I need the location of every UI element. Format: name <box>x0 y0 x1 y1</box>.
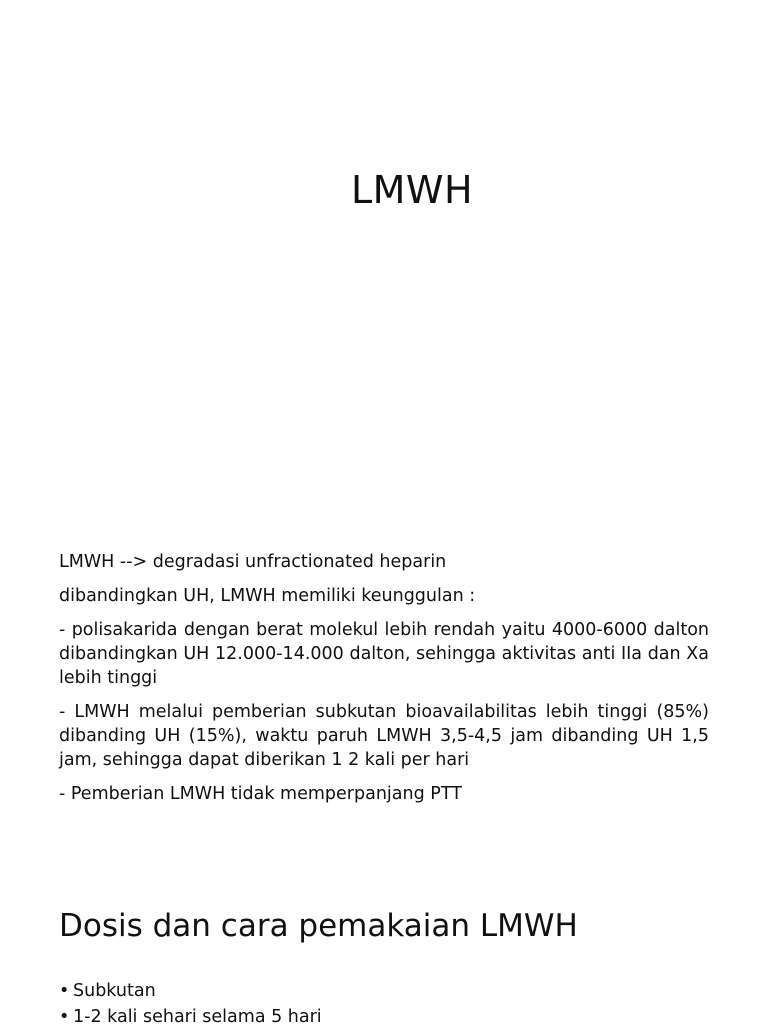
paragraph-ptt: - Pemberian LMWH tidak memperpanjang PTT <box>59 784 462 804</box>
paragraph-bioavailability: - LMWH melalui pemberian subkutan bioavailabilitas lebih tinggi (85%) dibanding UH (15%), waktu paruh LMWH 3,5-4,5 jam dibanding UH 1,5 jam, sehingga dapat diberikan 1 2 kali per hari <box>59 702 709 770</box>
dosage-list <box>59 978 322 1024</box>
bullet-icon: • <box>59 1007 70 1024</box>
section-title: Dosis dan cara pemakaian LMWH <box>59 908 578 944</box>
bullet-icon: • <box>59 981 70 1001</box>
paragraph-molecular-weight: - polisakarida dengan berat molekul lebih rendah yaitu 4000-6000 dalton dibandingkan UH 12.000-14.000 dalton, sehingga aktivitas anti IIa dan Xa lebih tinggi <box>59 620 709 688</box>
paragraph-advantages-intro: dibandingkan UH, LMWH memiliki keunggulan : <box>59 586 476 606</box>
list-item <box>59 978 322 1004</box>
list-item <box>59 1004 322 1024</box>
list-item-text: 1-2 kali sehari selama 5 hari <box>73 1007 322 1024</box>
slide-body <box>59 550 709 816</box>
paragraph-definition: LMWH --> degradasi unfractionated heparin <box>59 552 447 572</box>
list-item-text: Subkutan <box>73 981 156 1001</box>
slide-title: LMWH <box>350 168 474 212</box>
